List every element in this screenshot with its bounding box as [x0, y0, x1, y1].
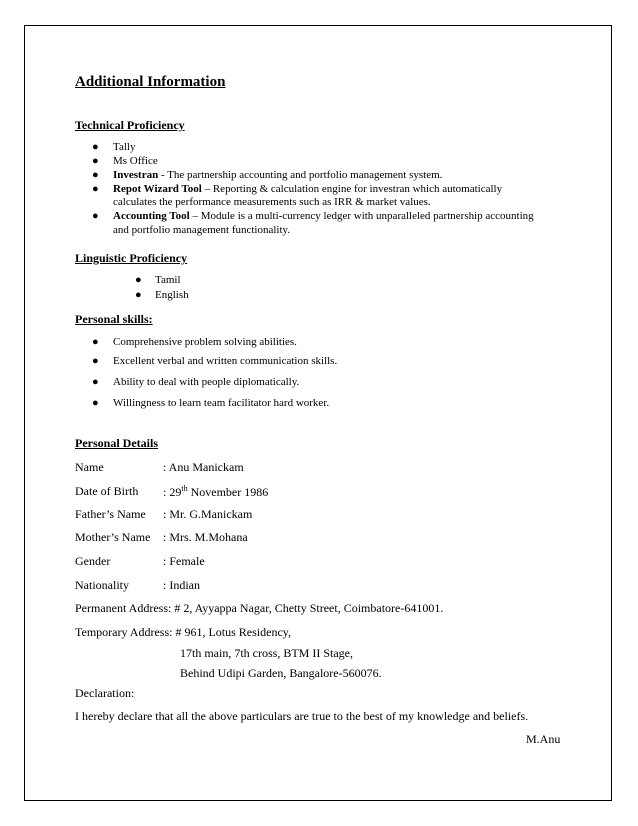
tech-item [113, 169, 442, 181]
tech-item-bold: Accounting Tool [113, 210, 190, 222]
tech-item-continuation: and portfolio management functionality. [113, 224, 291, 236]
bullet-icon: ● [92, 376, 99, 388]
bullet-icon: ● [92, 336, 99, 348]
language-item: Tamil [155, 274, 181, 286]
detail-value: : Mrs. M.Mohana [163, 530, 248, 544]
technical-heading: Technical Proficiency [75, 118, 185, 132]
tech-item: Tally [113, 141, 136, 153]
declaration-heading: Declaration: [75, 686, 135, 700]
bullet-icon: ● [92, 141, 99, 153]
page-title: Additional Information [75, 74, 226, 90]
tech-item-bold: Repot Wizard Tool [113, 183, 202, 195]
skills-heading: Personal skills: [75, 312, 153, 326]
tech-item-bold: Investran [113, 169, 159, 181]
tech-item-text: – Module is a multi-currency ledger with unparalleled partnership accounting [189, 210, 534, 222]
bullet-icon: ● [92, 155, 99, 167]
detail-label: Father’s Name [75, 507, 146, 521]
detail-label: Name [75, 460, 104, 474]
declaration-text: I hereby declare that all the above particulars are true to the best of my knowledge and beliefs. [75, 709, 529, 723]
detail-value: : Indian [163, 578, 200, 592]
skill-item: Willingness to learn team facilitator hard worker. [113, 397, 330, 409]
details-heading: Personal Details [75, 436, 158, 450]
linguistic-heading: Linguistic Proficiency [75, 251, 188, 265]
language-item: English [155, 289, 189, 301]
dob-suffix: th [181, 484, 188, 493]
detail-value [163, 484, 268, 500]
bullet-icon: ● [92, 355, 99, 367]
bullet-icon: ● [92, 169, 99, 181]
detail-value: : Anu Manickam [163, 460, 244, 474]
signature: M.Anu [526, 732, 561, 746]
tech-item [113, 183, 502, 195]
skill-item: Comprehensive problem solving abilities. [113, 336, 297, 348]
tech-item-text: - The partnership accounting and portfolio management system. [158, 169, 443, 181]
temporary-address-line: Behind Udipi Garden, Bangalore-560076. [180, 666, 382, 680]
detail-value: : Mr. G.Manickam [163, 507, 253, 521]
detail-value: : Female [163, 554, 205, 568]
tech-item [113, 210, 534, 222]
permanent-address: Permanent Address: # 2, Ayyappa Nagar, Chetty Street, Coimbatore-641001. [75, 601, 444, 615]
detail-label: Nationality [75, 578, 129, 592]
skill-item: Excellent verbal and written communication skills. [113, 355, 338, 367]
tech-item-text: – Reporting & calculation engine for investran which automatically [201, 183, 503, 195]
bullet-icon: ● [135, 289, 142, 301]
temporary-address: Temporary Address: # 961, Lotus Residency, [75, 625, 292, 639]
bullet-icon: ● [135, 274, 142, 286]
tech-item: Ms Office [113, 155, 158, 167]
bullet-icon: ● [92, 210, 99, 222]
dob-day: : 29 [163, 485, 182, 499]
detail-label: Gender [75, 554, 111, 568]
bullet-icon: ● [92, 397, 99, 409]
tech-item-continuation: calculates the performance measurements such as IRR & market values. [113, 196, 431, 208]
temporary-address-line: 17th main, 7th cross, BTM II Stage, [180, 646, 353, 660]
skill-item: Ability to deal with people diplomatically. [113, 376, 300, 388]
dob-rest: November 1986 [187, 485, 269, 499]
detail-label: Date of Birth [75, 484, 139, 498]
bullet-icon: ● [92, 183, 99, 195]
detail-label: Mother’s Name [75, 530, 151, 544]
